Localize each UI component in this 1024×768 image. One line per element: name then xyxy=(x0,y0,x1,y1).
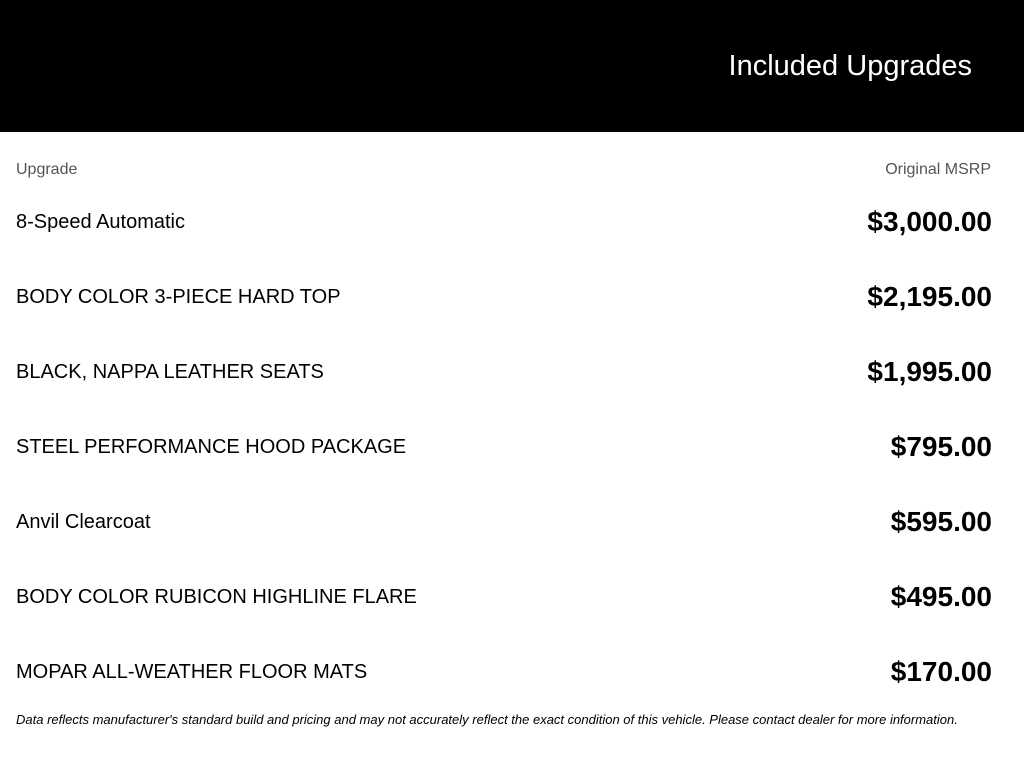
table-row xyxy=(16,484,992,559)
upgrade-price: $795.00 xyxy=(890,431,992,462)
table-row xyxy=(16,559,992,634)
column-header-upgrade: Upgrade xyxy=(16,161,78,178)
table-row xyxy=(16,259,992,334)
upgrade-name: BODY COLOR 3-PIECE HARD TOP xyxy=(16,286,341,308)
upgrade-name: 8-Speed Automatic xyxy=(16,211,185,233)
table-body xyxy=(16,184,992,709)
table-row xyxy=(16,634,992,709)
upgrade-name: BODY COLOR RUBICON HIGHLINE FLARE xyxy=(16,586,417,608)
table-row xyxy=(16,184,992,259)
column-header-msrp: Original MSRP xyxy=(885,161,991,178)
table-row xyxy=(16,409,992,484)
upgrade-name: BLACK, NAPPA LEATHER SEATS xyxy=(16,361,324,383)
upgrade-price: $495.00 xyxy=(890,581,992,612)
disclaimer-text: Data reflects manufacturer's standard build and pricing and may not accurately reflect the exact condition of this vehicle. Please contact dealer for more information. xyxy=(16,712,958,727)
page-title: Included Upgrades xyxy=(728,50,972,82)
upgrade-price: $2,195.00 xyxy=(867,281,992,312)
upgrade-name: MOPAR ALL-WEATHER FLOOR MATS xyxy=(16,661,368,683)
table-row xyxy=(16,334,992,409)
upgrade-price: $1,995.00 xyxy=(867,356,992,387)
page-header xyxy=(0,0,1024,132)
upgrade-name: Anvil Clearcoat xyxy=(16,511,151,533)
upgrades-table xyxy=(16,132,992,687)
upgrade-price: $170.00 xyxy=(890,656,992,687)
upgrade-price: $3,000.00 xyxy=(867,206,992,237)
upgrade-name: STEEL PERFORMANCE HOOD PACKAGE xyxy=(16,436,407,458)
upgrade-price: $595.00 xyxy=(890,506,992,537)
